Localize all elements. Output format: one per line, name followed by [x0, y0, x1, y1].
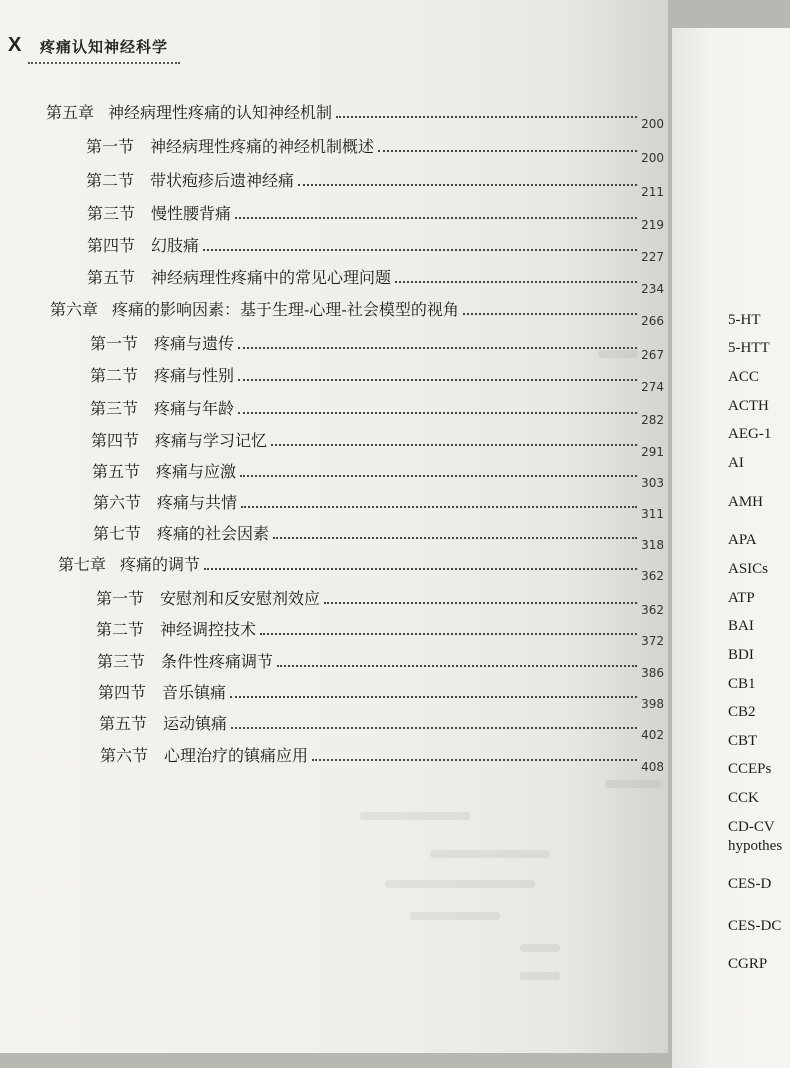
section-label: 第六节 [100, 746, 149, 765]
section-label: 第二节 [90, 366, 139, 385]
abbreviation: ATP [728, 590, 755, 606]
dot-leader [238, 379, 637, 381]
chapter-label: 第六章 [50, 300, 99, 319]
section-label: 第三节 [97, 652, 146, 671]
section-label: 第七节 [93, 524, 142, 543]
toc-section[interactable] [87, 198, 664, 232]
section-label: 第三节 [90, 399, 139, 418]
dot-leader [463, 313, 637, 315]
page-ref: 386 [641, 666, 664, 680]
dot-leader [260, 633, 637, 635]
dot-leader [273, 537, 637, 539]
page-ref: 362 [641, 603, 664, 617]
page-ref: 267 [641, 348, 664, 362]
dot-leader [204, 568, 637, 570]
section-title: 疼痛与性别 [154, 366, 235, 385]
section-title: 慢性腰背痛 [151, 204, 232, 223]
section-title: 疼痛与遗传 [154, 334, 235, 353]
section-label: 第二节 [86, 171, 135, 190]
toc-section[interactable] [96, 583, 664, 617]
section-title: 幻肢痛 [151, 236, 200, 255]
toc-chapter-5[interactable] [46, 97, 664, 131]
dot-leader [395, 281, 637, 283]
abbreviation: hypothes [728, 838, 783, 854]
page-ref: 200 [641, 117, 664, 131]
dot-leader [240, 475, 637, 477]
section-label: 第四节 [87, 236, 136, 255]
toc-section[interactable] [93, 487, 664, 521]
dot-leader [312, 759, 637, 761]
page-ref: 318 [641, 538, 664, 552]
section-label: 第六节 [93, 493, 142, 512]
section-label: 第五节 [99, 714, 148, 733]
toc-section[interactable] [91, 425, 664, 459]
abbreviation: BDI [728, 647, 754, 663]
toc-section[interactable] [96, 614, 664, 648]
toc-section[interactable] [86, 165, 664, 199]
toc-section[interactable] [90, 328, 664, 362]
abbreviation: APA [728, 532, 757, 548]
chapter-title: 神经病理性疼痛的认知神经机制 [108, 103, 333, 122]
page-ref: 227 [641, 250, 664, 264]
page-ref: 303 [641, 476, 664, 490]
dot-leader [277, 665, 637, 667]
dot-leader [271, 444, 637, 446]
section-title: 运动镇痛 [163, 714, 228, 733]
section-label: 第一节 [90, 334, 139, 353]
section-title: 条件性疼痛调节 [161, 652, 274, 671]
section-label: 第四节 [91, 431, 140, 450]
abbreviation: AI [728, 455, 744, 471]
dot-leader [298, 184, 637, 186]
dot-leader [336, 116, 637, 118]
section-title: 神经病理性疼痛中的常见心理问题 [151, 268, 392, 287]
section-label: 第二节 [96, 620, 145, 639]
dot-leader [203, 249, 637, 251]
chapter-label: 第五章 [46, 103, 95, 122]
abbreviation: CB2 [728, 704, 756, 720]
section-title: 疼痛与年龄 [154, 399, 235, 418]
section-title: 疼痛与共情 [157, 493, 238, 512]
abbreviation: BAI [728, 618, 754, 634]
section-label: 第一节 [86, 137, 135, 156]
abbreviation: CD-CV [728, 819, 775, 835]
section-title: 疼痛的社会因素 [157, 524, 270, 543]
section-title: 心理治疗的镇痛应用 [164, 746, 309, 765]
book-title: 疼痛认知神经科学 [40, 38, 169, 56]
toc-section[interactable] [86, 131, 664, 165]
page-ref: 219 [641, 218, 664, 232]
section-label: 第五节 [92, 462, 141, 481]
page-ref: 200 [641, 151, 664, 165]
dot-leader [235, 217, 637, 219]
page-ref: 266 [641, 314, 664, 328]
section-title: 神经调控技术 [160, 620, 257, 639]
chapter-label: 第七章 [58, 555, 107, 574]
abbreviation: 5-HT [728, 312, 761, 328]
section-title: 神经病理性疼痛的神经机制概述 [150, 137, 375, 156]
abbreviation: 5-HTT [728, 340, 770, 356]
page-ref: 234 [641, 282, 664, 296]
section-title: 疼痛与学习记忆 [155, 431, 268, 450]
dot-leader [238, 347, 637, 349]
page-ref: 362 [641, 569, 664, 583]
section-title: 疼痛与应激 [156, 462, 237, 481]
dot-leader [378, 150, 637, 152]
abbreviation: CES-D [728, 876, 772, 892]
dot-leader [238, 412, 637, 414]
toc-section[interactable] [87, 230, 664, 264]
toc-section[interactable] [99, 708, 664, 742]
abbreviation: CBT [728, 733, 758, 749]
abbreviation: AEG-1 [728, 426, 772, 442]
section-title: 带状疱疹后遗神经痛 [150, 171, 295, 190]
page-number: X [8, 34, 22, 56]
abbreviation: CGRP [728, 956, 768, 972]
section-title: 音乐镇痛 [162, 683, 227, 702]
toc-section[interactable] [90, 360, 664, 394]
chapter-title: 疼痛的调节 [120, 555, 201, 574]
page-ref: 274 [641, 380, 664, 394]
page-ref: 398 [641, 697, 664, 711]
page-ref: 408 [641, 760, 664, 774]
abbreviation: CES-DC [728, 918, 782, 934]
abbreviation: ACTH [728, 398, 769, 414]
abbreviation: AMH [728, 494, 764, 510]
page-ref: 372 [641, 634, 664, 648]
section-label: 第四节 [98, 683, 147, 702]
page-ref: 282 [641, 413, 664, 427]
page-ref: 211 [641, 185, 664, 199]
dot-leader [241, 506, 637, 508]
page-ref: 311 [641, 507, 664, 521]
toc-section[interactable] [98, 677, 664, 711]
page-ref: 291 [641, 445, 664, 459]
abbreviation: ACC [728, 369, 759, 385]
abbreviation: CB1 [728, 676, 756, 692]
toc-chapter-6[interactable] [50, 294, 664, 328]
abbreviation: CCK [728, 790, 759, 806]
toc-section[interactable] [97, 646, 664, 680]
page-ref: 402 [641, 728, 664, 742]
toc-section[interactable] [93, 518, 664, 552]
toc-section[interactable] [92, 456, 664, 490]
section-label: 第一节 [96, 589, 145, 608]
dot-leader [324, 602, 637, 604]
chapter-title: 疼痛的影响因素：基于生理-心理-社会模型的视角 [112, 300, 459, 319]
section-label: 第五节 [87, 268, 136, 287]
section-title: 安慰剂和反安慰剂效应 [160, 589, 321, 608]
abbreviation: CCEPs [728, 761, 772, 777]
toc-section[interactable] [87, 262, 664, 296]
toc-section[interactable] [90, 393, 664, 427]
toc-chapter-7[interactable] [58, 549, 664, 583]
section-label: 第三节 [87, 204, 136, 223]
toc-section[interactable] [100, 740, 664, 774]
abbreviation: ASICs [728, 561, 769, 577]
dot-leader [231, 727, 637, 729]
dot-leader [230, 696, 637, 698]
